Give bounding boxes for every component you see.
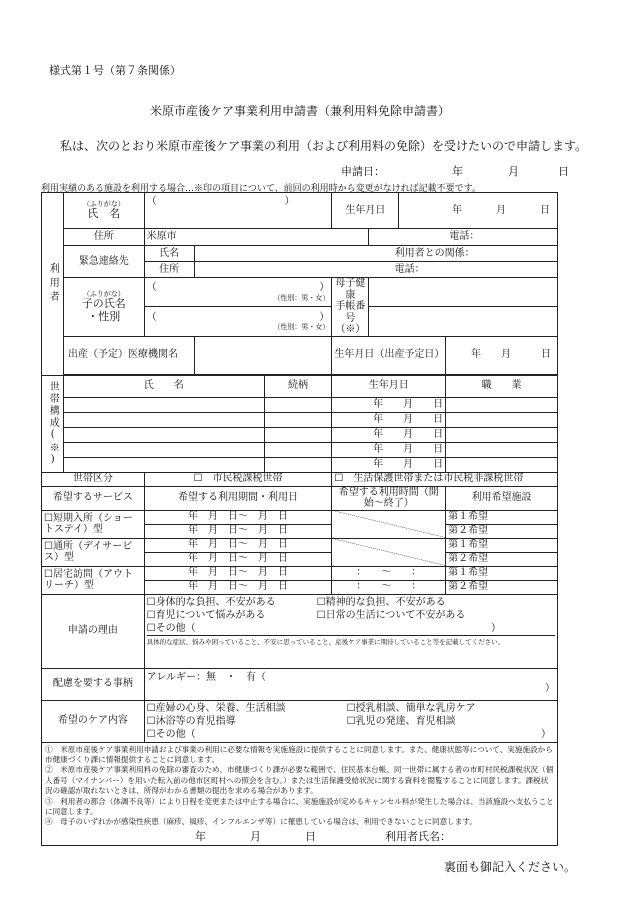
date-month: 月 bbox=[508, 165, 519, 178]
intro-text: 私は、次のとおり米原市産後ケア事業の利用（および利用料の免除）を受けたいので申請します。 bbox=[60, 139, 588, 153]
boshi-label-3: （※） bbox=[335, 324, 366, 335]
address-label: 住所 bbox=[63, 229, 144, 246]
svc-shortstay[interactable]: ☐短期入所（ショートステイ）型 bbox=[42, 510, 145, 538]
household-type-label: 世帯区分 bbox=[42, 472, 145, 486]
hospital-field[interactable] bbox=[194, 336, 332, 374]
care-opt-1[interactable]: ☐産婦の心身、栄養、生活相談 bbox=[146, 702, 286, 714]
consent-1: ① 米原市産後ケア事業利用申請および事業の利用に必要な情報を実施施設に提供することに同意します。また、健康状態等について、実施施設から市健康づくり課に情報提供することに同意します。 bbox=[45, 744, 553, 764]
svc-col-time: 希望する利用時間（開始～終了） bbox=[332, 486, 446, 510]
application-form bbox=[41, 192, 558, 846]
hh-row-job[interactable] bbox=[446, 442, 558, 457]
care-opt-2[interactable]: ☐授乳相談、簡単な乳房ケア bbox=[346, 702, 476, 714]
reason-opt-1[interactable]: ☐身体的な負担、不安がある bbox=[146, 596, 276, 608]
child-gender-label: ・性別 bbox=[87, 309, 121, 323]
child-1-field[interactable]: （ ） （性別：男・女） bbox=[144, 278, 332, 307]
relation-label: 利用者との関係： bbox=[194, 246, 557, 262]
svc-pref-2[interactable]: 第２希望 bbox=[446, 524, 558, 538]
consent-4: ④ 母子のいずれかが感染性疾患（麻疹、風疹、インフルエンザ等）に罹患している場合は、利用できないことに同意します。 bbox=[45, 817, 477, 827]
date-day: 日 bbox=[558, 165, 569, 178]
care-opt-4[interactable]: ☐乳児の発達、育児相談 bbox=[346, 715, 456, 727]
svc-col-type: 希望するサービス bbox=[42, 486, 145, 510]
hh-row-date[interactable]: 年 月 日 bbox=[332, 412, 446, 427]
hh-col-name: 氏 名 bbox=[63, 375, 264, 397]
svc-period[interactable]: 年 月 日～ 月 日 bbox=[144, 510, 332, 524]
svc-period[interactable]: 年 月 日～ 月 日 bbox=[144, 552, 332, 566]
hh-row-job[interactable] bbox=[446, 397, 558, 412]
emergency-address-label: 住所 bbox=[144, 262, 194, 278]
svc-time-slash[interactable] bbox=[332, 538, 446, 566]
child-2-gender[interactable]: （性別：男・女） bbox=[273, 323, 330, 332]
svc-pref-2[interactable]: 第２希望 bbox=[446, 552, 558, 566]
reason-opt-3[interactable]: ☐育児について悩みがある bbox=[146, 609, 266, 621]
hh-row-name[interactable] bbox=[63, 427, 264, 442]
address-field[interactable]: 米原市 bbox=[144, 229, 369, 246]
consent-3: ③ 利用者の都合（体調不良等）により日程を変更または中止する場合に、実施施設が定めるキャンセル料が発生した場合は、当該施設へ支払うことに同意します。 bbox=[45, 796, 554, 816]
hh-row-relation[interactable] bbox=[264, 457, 332, 472]
emergency-phone-label: 電話： bbox=[194, 262, 557, 278]
due-date-label: 生年月日（出産予定日） bbox=[332, 336, 446, 374]
birth-field[interactable]: 年 月 日 bbox=[399, 193, 558, 229]
child-2-field[interactable]: （ ） （性別：男・女） bbox=[144, 307, 332, 336]
hh-row-date[interactable]: 年 月 日 bbox=[332, 397, 446, 412]
hh-row-name[interactable] bbox=[63, 457, 264, 472]
reason-opt-4[interactable]: ☐日常の生活について不安がある bbox=[316, 609, 466, 621]
svc-period[interactable]: 年 月 日～ 月 日 bbox=[144, 524, 332, 538]
hh-row-relation[interactable] bbox=[264, 397, 332, 412]
application-date-label: 申請日： bbox=[341, 165, 385, 178]
allergy-text: アレルギー：無 ・ 有（ bbox=[146, 671, 267, 683]
name-label: 氏 名 bbox=[87, 207, 121, 221]
hospital-label: 出産（予定）医療機関名 bbox=[63, 336, 194, 374]
child-furigana: （ふりがな） bbox=[82, 290, 125, 299]
svc-time[interactable]: ： ～ ： bbox=[332, 580, 446, 594]
svc-pref-1[interactable]: 第１希望 bbox=[446, 510, 558, 524]
svc-period[interactable]: 年 月 日～ 月 日 bbox=[144, 566, 332, 580]
reason-note: 具体的な症状、悩みや困っていること、不安に思っていること、産後ケア事業に期待していること等を記載してください。 bbox=[146, 637, 505, 646]
furigana-label: （ふりがな） bbox=[82, 200, 125, 209]
paren-close: ） bbox=[284, 196, 295, 207]
boshi-number-2[interactable] bbox=[369, 307, 558, 336]
svc-time[interactable]: ： ～ ： bbox=[332, 566, 446, 580]
consent-2: ② 米原市産後ケア事業利用料の免除の審査のため、市健康づくり課が必要な範囲で、住民基本台帳、同一世帯に属する者の市町村民税課税状況（個人番号（マイナンバー）を用いた転入前の他市区町村への照会を含む。）または生活保護受給状況に関する資料を閲覧することに同意します。課税状況の確認が取れないときは、所得がわかる書類の提出を求める場合があります。 bbox=[45, 765, 554, 796]
footer-note: 裏面も御記入ください。 bbox=[444, 860, 577, 874]
allergy-field[interactable] bbox=[144, 668, 557, 700]
due-date-field[interactable]: 年 月 日 bbox=[446, 336, 558, 374]
hh-row-job[interactable] bbox=[446, 412, 558, 427]
svc-pref-2[interactable]: 第２希望 bbox=[446, 580, 558, 594]
child-name-label: 子の氏名 bbox=[81, 297, 126, 311]
svc-period[interactable]: 年 月 日～ 月 日 bbox=[144, 538, 332, 552]
hh-col-relation: 続柄 bbox=[264, 375, 332, 397]
svc-col-period: 希望する利用期間・利用日 bbox=[144, 486, 332, 510]
reason-opt-2[interactable]: ☐精神的な負担、不安がある bbox=[316, 596, 446, 608]
date-year: 年 bbox=[452, 165, 463, 178]
note-text: 利用実績のある施設を利用する場合…※印の項目について、前回の利用時から変更がなければ記載不要です。 bbox=[41, 184, 481, 194]
hh-row-relation[interactable] bbox=[264, 442, 332, 457]
child-1-gender[interactable]: （性別：男・女） bbox=[273, 293, 330, 302]
hh-row-date[interactable]: 年 月 日 bbox=[332, 427, 446, 442]
reason-label: 申請の理由 bbox=[42, 594, 145, 668]
care-block bbox=[144, 700, 557, 742]
phone-label: 電話： bbox=[369, 229, 558, 246]
care-opt-3[interactable]: ☐沐浴等の育児指導 bbox=[146, 715, 236, 727]
sign-date[interactable]: 年 月 日 bbox=[195, 829, 316, 843]
svc-col-facility: 利用希望施設 bbox=[446, 486, 558, 510]
emergency-name-label: 氏名 bbox=[144, 246, 194, 262]
sign-name-label: 利用者氏名： bbox=[385, 829, 451, 843]
hh-row-date[interactable]: 年 月 日 bbox=[332, 457, 446, 472]
hh-row-name[interactable] bbox=[63, 412, 264, 427]
allergy-close: ） bbox=[545, 683, 555, 694]
household-section-label: 世帯構成(※) bbox=[42, 375, 64, 472]
form-number: 様式第１号（第７条関係） bbox=[49, 64, 181, 77]
hh-col-job: 職 業 bbox=[446, 375, 558, 397]
svc-pref-1[interactable]: 第１希望 bbox=[446, 566, 558, 580]
user-section-label: 利用者 bbox=[42, 193, 64, 376]
consider-label: 配慮を要する事柄 bbox=[42, 668, 145, 700]
hh-row-date[interactable]: 年 月 日 bbox=[332, 442, 446, 457]
household-type-taxed[interactable]: ☐ 市民税課税世帯 bbox=[144, 472, 332, 486]
svc-daycare[interactable]: ☐通所（デイサービス）型 bbox=[42, 538, 145, 566]
svc-outreach[interactable]: ☐居宅訪問（アウトリーチ）型 bbox=[42, 566, 145, 594]
hh-row-name[interactable] bbox=[63, 397, 264, 412]
hh-col-birth: 生年月日 bbox=[332, 375, 446, 397]
name-field[interactable] bbox=[144, 193, 332, 229]
care-label: 希望のケア内容 bbox=[42, 700, 145, 742]
reason-close: ） bbox=[491, 622, 501, 634]
care-close: ） bbox=[541, 728, 551, 740]
reason-block bbox=[144, 594, 557, 668]
hh-row-job[interactable] bbox=[446, 457, 558, 472]
paren-open: （ bbox=[146, 196, 157, 207]
svc-time-slash[interactable] bbox=[332, 510, 446, 538]
hh-row-name[interactable] bbox=[63, 442, 264, 457]
hh-row-job[interactable] bbox=[446, 427, 558, 442]
care-opt-5[interactable]: ☐その他（ bbox=[146, 728, 196, 740]
household-type-exempt[interactable]: ☐ 生活保護世帯または市民税非課税世帯 bbox=[332, 472, 558, 486]
boshi-label-2: 手帳番号 bbox=[335, 301, 366, 324]
svc-period[interactable]: 年 月 日～ 月 日 bbox=[144, 580, 332, 594]
boshi-number-1[interactable] bbox=[369, 278, 558, 307]
hh-row-relation[interactable] bbox=[264, 427, 332, 442]
consent-block bbox=[42, 742, 558, 846]
hh-row-relation[interactable] bbox=[264, 412, 332, 427]
birth-label: 生年月日 bbox=[332, 193, 399, 229]
page-title: 米原市産後ケア事業利用申請書（兼利用料免除申請書） bbox=[150, 104, 451, 118]
svc-pref-1[interactable]: 第１希望 bbox=[446, 538, 558, 552]
emergency-label: 緊急連絡先 bbox=[63, 246, 144, 278]
reason-opt-5[interactable]: ☐その他（ bbox=[146, 622, 196, 634]
boshi-label-1: 母子健康 bbox=[335, 278, 366, 301]
